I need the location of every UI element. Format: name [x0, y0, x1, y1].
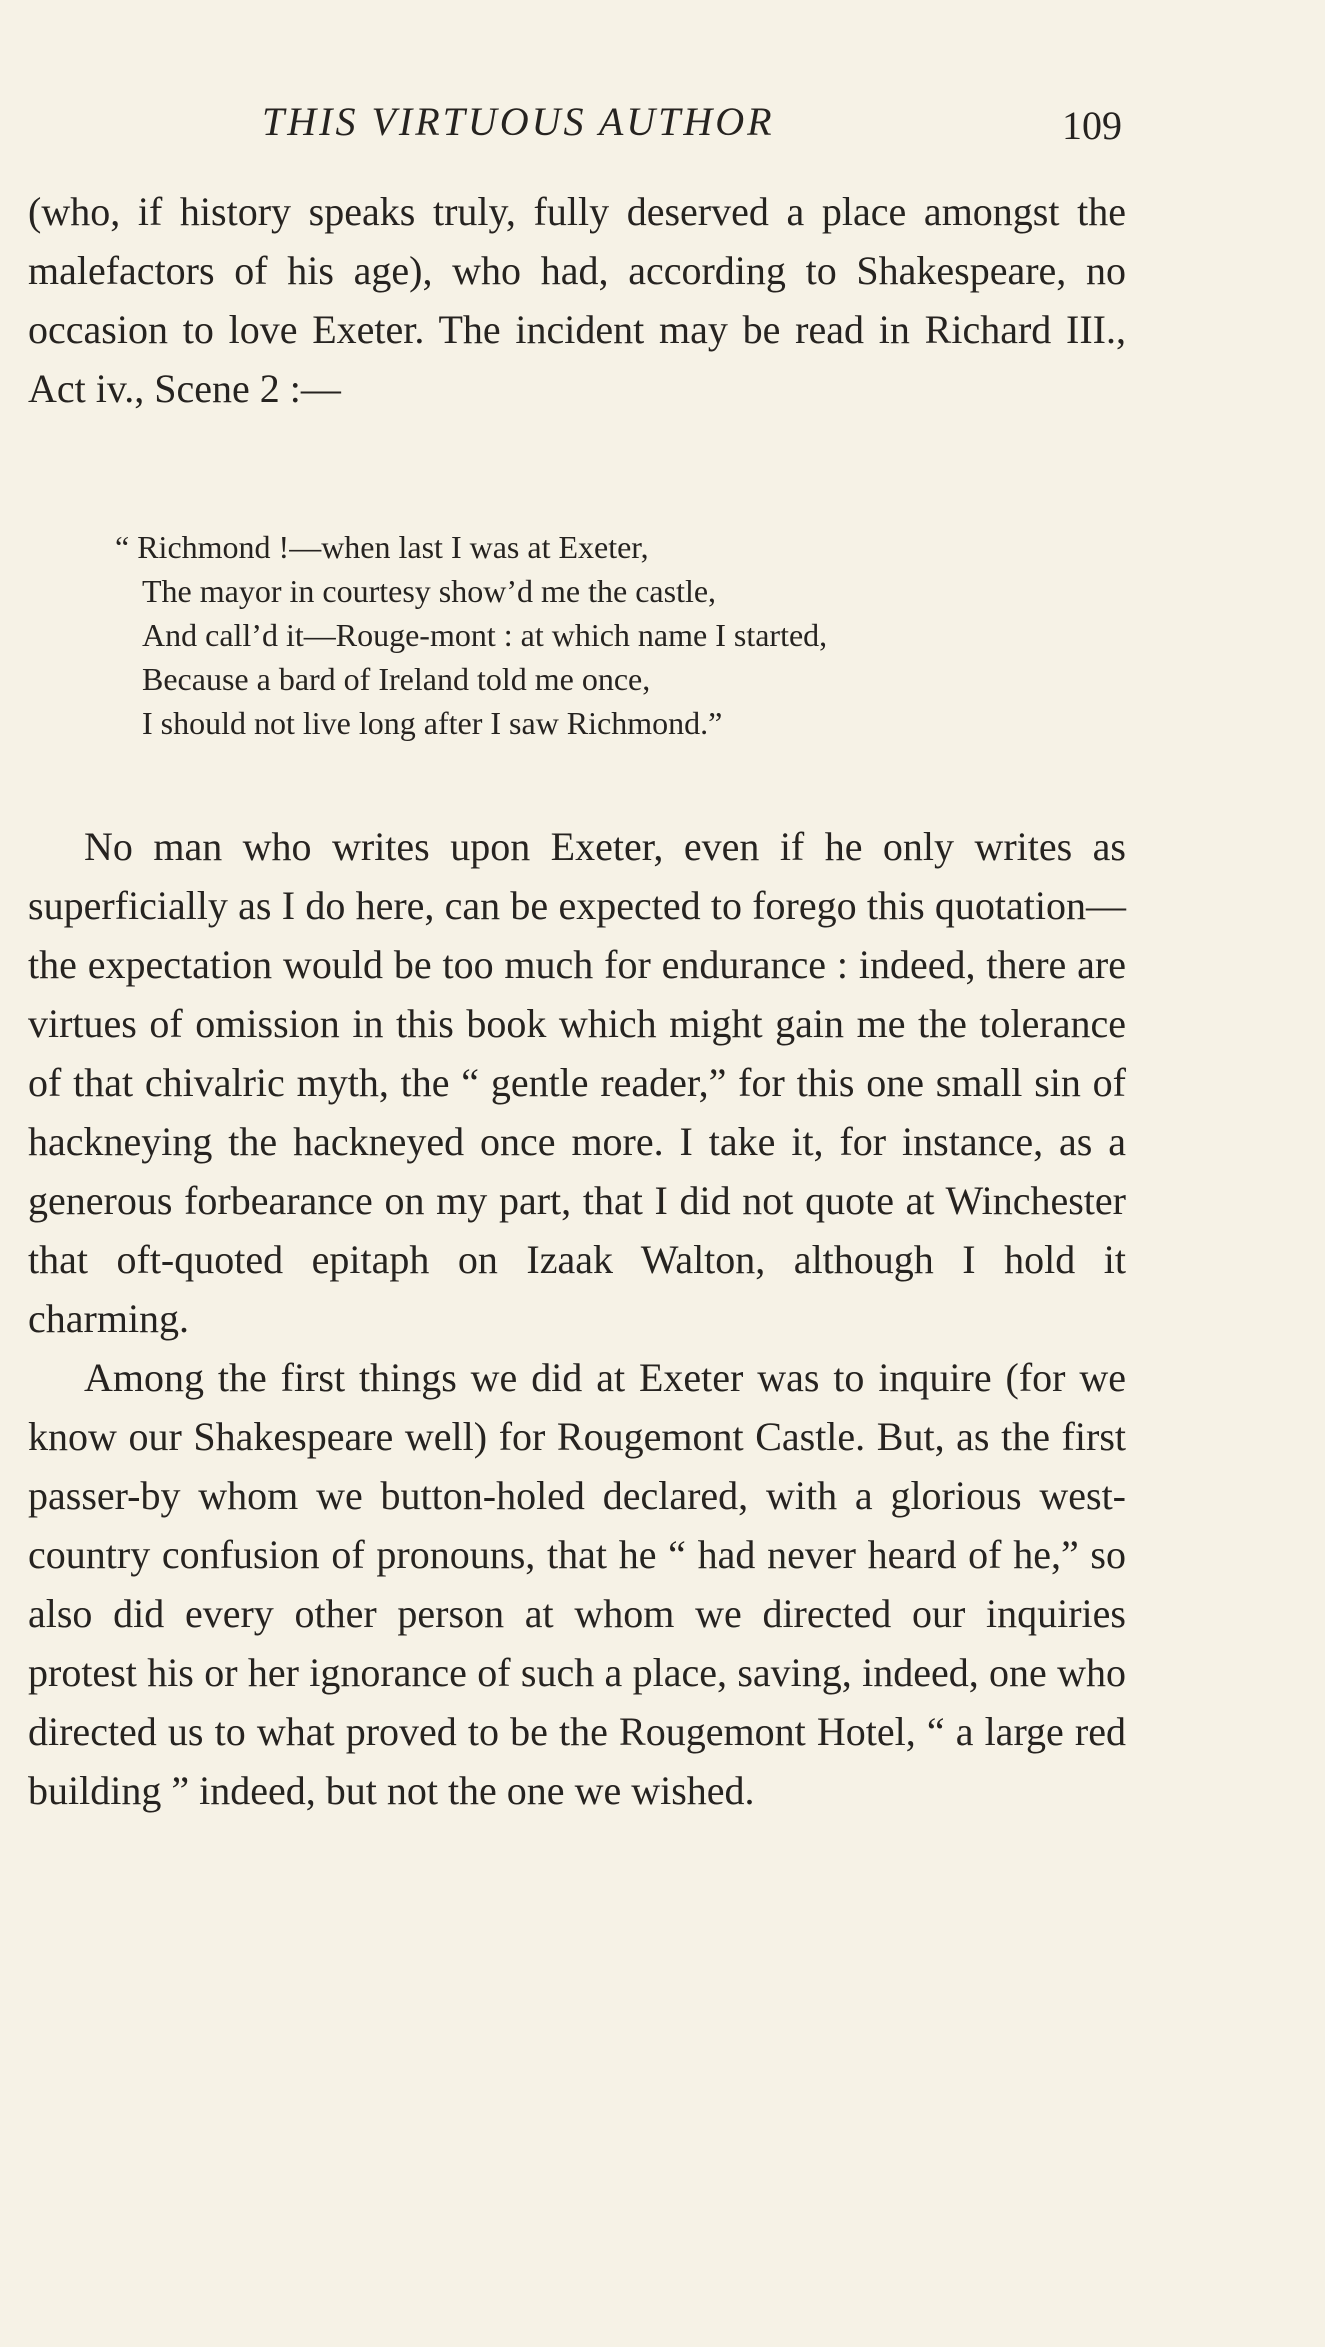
paragraph-continued: (who, if history speaks truly, fully deserved a place amongst the malefactors of his age), who had, according to Shakespeare, no occasion to love Exeter. The incident may be read in Richard III., Act iv., Scene 2 :— [28, 189, 1126, 411]
page-number: 109 [1062, 103, 1122, 148]
paragraph: No man who writes upon Exeter, even if he only writes as superficially as I do here, can be expected to forego this quotation—the expectation would be too much for endurance : indeed, there are virtues of omission in this book which might gain me the tolerance of that chivalric myth, the “ gentle reader,” for this one small sin of hackneying the hackneyed once more. I take it, for instance, as a generous forbearance on my part, that I did not quote at Winchester that oft-quoted epitaph on Izaak Walton, although I hold it charming. [28, 824, 1126, 1341]
verse-line: The mayor in courtesy show’d me the castle, [142, 573, 717, 609]
verse-quotation [115, 525, 1115, 745]
body-text-bottom [28, 817, 1126, 1820]
verse-line: I should not live long after I saw Richmond.” [142, 705, 723, 741]
running-title: THIS VIRTUOUS AUTHOR [262, 99, 775, 144]
body-text-top [28, 182, 1126, 418]
verse-line: “ Richmond !—when last I was at Exeter, [115, 529, 649, 565]
paragraph: Among the first things we did at Exeter was to inquire (for we know our Shakespeare well) for Rougemont Castle. But, as the first passer-by whom we button-holed declared, with a glorious west-country confusion of pronouns, that he “ had never heard of he,” so also did every other person at whom we directed our inquiries protest his or her ignorance of such a place, saving, indeed, one who directed us to what proved to be the Rougemont Hotel, “ a large red building ” indeed, but not the one we wished. [28, 1355, 1126, 1813]
verse-line: And call’d it—Rouge-mont : at which name I started, [142, 617, 828, 653]
running-head [0, 92, 1325, 152]
verse-line: Because a bard of Ireland told me once, [142, 661, 651, 697]
